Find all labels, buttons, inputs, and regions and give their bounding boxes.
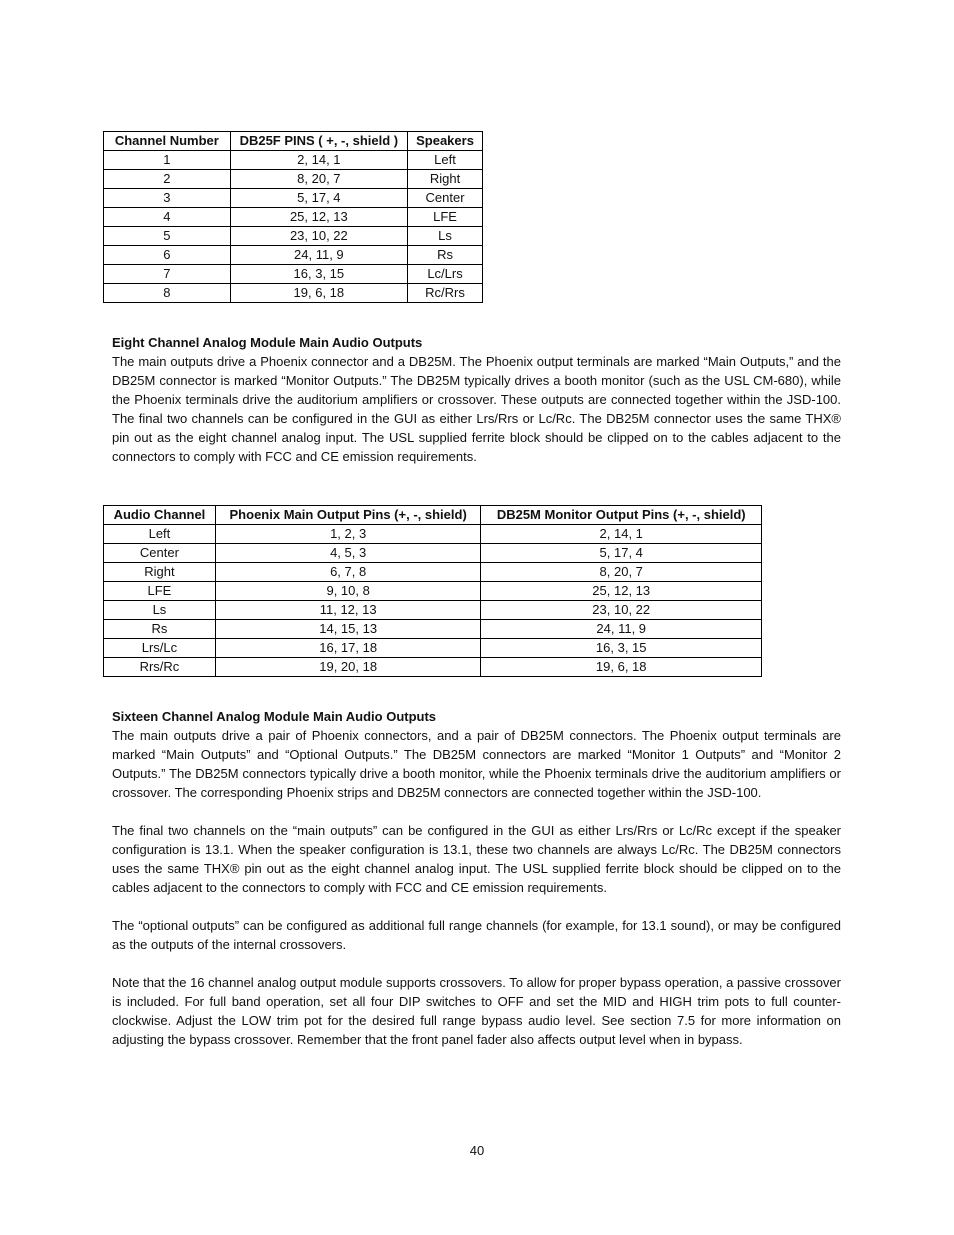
table-cell: 5, 17, 4 bbox=[481, 544, 762, 563]
table-cell: Ls bbox=[408, 227, 483, 246]
table-header-row bbox=[104, 506, 762, 525]
table-cell: 5, 17, 4 bbox=[230, 189, 407, 208]
column-header: DB25F PINS ( +, -, shield ) bbox=[230, 132, 407, 151]
table-row bbox=[104, 601, 762, 620]
table-cell: 5 bbox=[104, 227, 231, 246]
channel-pin-table bbox=[103, 131, 483, 303]
table-cell: 2, 14, 1 bbox=[481, 525, 762, 544]
table-cell: 4, 5, 3 bbox=[215, 544, 481, 563]
table-cell: 16, 3, 15 bbox=[481, 639, 762, 658]
table-cell: 9, 10, 8 bbox=[215, 582, 481, 601]
table-cell: 19, 6, 18 bbox=[481, 658, 762, 677]
table-row bbox=[104, 265, 483, 284]
table-row bbox=[104, 208, 483, 227]
sixteen-channel-section bbox=[112, 707, 841, 1049]
table-cell: 23, 10, 22 bbox=[230, 227, 407, 246]
table-row bbox=[104, 151, 483, 170]
table-cell: Lrs/Lc bbox=[104, 639, 216, 658]
table-cell: 23, 10, 22 bbox=[481, 601, 762, 620]
table-cell: 1, 2, 3 bbox=[215, 525, 481, 544]
table-row bbox=[104, 658, 762, 677]
eight-channel-section bbox=[112, 333, 841, 466]
table-cell: 25, 12, 13 bbox=[481, 582, 762, 601]
table-cell: 6, 7, 8 bbox=[215, 563, 481, 582]
table-cell: 8 bbox=[104, 284, 231, 303]
table-row bbox=[104, 227, 483, 246]
paragraph: The final two channels on the “main outputs” can be configured in the GUI as either Lrs/Rrs or Lc/Rc except if the speaker configuration is 13.1. When the speaker configuration is 13.1, these two channels are always Lc/Rc. The DB25M connectors uses the same THX® pin out as the eight channel analog input. The USL supplied ferrite block should be clipped on to the cables adjacent to the connectors to comply with FCC and CE emission requirements. bbox=[112, 823, 841, 895]
table-cell: Rs bbox=[408, 246, 483, 265]
table-cell: Right bbox=[408, 170, 483, 189]
table-cell: 19, 20, 18 bbox=[215, 658, 481, 677]
table-cell: Center bbox=[408, 189, 483, 208]
table-cell: 24, 11, 9 bbox=[481, 620, 762, 639]
table-cell: LFE bbox=[408, 208, 483, 227]
paragraph: Note that the 16 channel analog output module supports crossovers. To allow for proper bypass operation, a passive crossover is included. For full band operation, set all four DIP switches to OFF and set the MID and HIGH trim pots to full counter-clockwise. Adjust the LOW trim pot for the desired full range bypass audio level. See section 7.5 for more information on adjusting the bypass crossover. Remember that the front panel fader also affects output level when in bypass. bbox=[112, 975, 841, 1047]
table-cell: 8, 20, 7 bbox=[230, 170, 407, 189]
table-cell: 1 bbox=[104, 151, 231, 170]
table-cell: LFE bbox=[104, 582, 216, 601]
table-cell: Center bbox=[104, 544, 216, 563]
table-cell: Right bbox=[104, 563, 216, 582]
table-cell: 14, 15, 13 bbox=[215, 620, 481, 639]
table-row bbox=[104, 189, 483, 208]
table-cell: 8, 20, 7 bbox=[481, 563, 762, 582]
table-row bbox=[104, 639, 762, 658]
table-row bbox=[104, 284, 483, 303]
column-header: Speakers bbox=[408, 132, 483, 151]
table-cell: 6 bbox=[104, 246, 231, 265]
table-row bbox=[104, 525, 762, 544]
table-cell: 4 bbox=[104, 208, 231, 227]
column-header: Phoenix Main Output Pins (+, -, shield) bbox=[215, 506, 481, 525]
table-cell: 2, 14, 1 bbox=[230, 151, 407, 170]
table-cell: 2 bbox=[104, 170, 231, 189]
column-header: DB25M Monitor Output Pins (+, -, shield) bbox=[481, 506, 762, 525]
column-header: Audio Channel bbox=[104, 506, 216, 525]
section-heading: Eight Channel Analog Module Main Audio Outputs bbox=[112, 335, 423, 350]
audio-output-pin-table bbox=[103, 505, 762, 677]
table-cell: 7 bbox=[104, 265, 231, 284]
table-cell: 16, 3, 15 bbox=[230, 265, 407, 284]
table-cell: 3 bbox=[104, 189, 231, 208]
table-row bbox=[104, 544, 762, 563]
table-cell: 25, 12, 13 bbox=[230, 208, 407, 227]
table-cell: Rrs/Rc bbox=[104, 658, 216, 677]
table-cell: 19, 6, 18 bbox=[230, 284, 407, 303]
table-row bbox=[104, 582, 762, 601]
table-header-row bbox=[104, 132, 483, 151]
table-cell: 11, 12, 13 bbox=[215, 601, 481, 620]
table-cell: 24, 11, 9 bbox=[230, 246, 407, 265]
page-number: 40 bbox=[469, 1143, 485, 1158]
table-cell: Left bbox=[408, 151, 483, 170]
section-heading: Sixteen Channel Analog Module Main Audio Outputs bbox=[112, 709, 437, 724]
table-cell: Lc/Lrs bbox=[408, 265, 483, 284]
table-row bbox=[104, 563, 762, 582]
table-cell: Rs bbox=[104, 620, 216, 639]
paragraph: The main outputs drive a pair of Phoenix connectors, and a pair of DB25M connectors. The Phoenix output terminals are marked “Main Outputs” and “Optional Outputs.” The DB25M connectors are marked “Monitor 1 Outputs” and “Monitor 2 Outputs.” The DB25M connectors typically drive a booth monitor, while the Phoenix terminals drive the auditorium amplifiers or crossover. The corresponding Phoenix strips and DB25M connectors are connected together within the JSD-100. bbox=[112, 728, 841, 800]
table-row bbox=[104, 620, 762, 639]
table-cell: Left bbox=[104, 525, 216, 544]
table-row bbox=[104, 170, 483, 189]
table-cell: Rc/Rrs bbox=[408, 284, 483, 303]
table-cell: Ls bbox=[104, 601, 216, 620]
table-cell: 16, 17, 18 bbox=[215, 639, 481, 658]
table-row bbox=[104, 246, 483, 265]
column-header: Channel Number bbox=[104, 132, 231, 151]
paragraph: The main outputs drive a Phoenix connector and a DB25M. The Phoenix output terminals are marked “Main Outputs,” and the DB25M connector is marked “Monitor Outputs.” The DB25M typically drives a booth monitor (such as the USL CM-680), while the Phoenix terminals drive the auditorium amplifiers or crossover. These outputs are connected together within the JSD-100. The final two channels can be configured in the GUI as either Lrs/Rrs or Lc/Rc. The DB25M connector uses the same THX® pin out as the eight channel analog input. The USL supplied ferrite block should be clipped on to the cables adjacent to the connectors to comply with FCC and CE emission requirements. bbox=[112, 354, 841, 464]
paragraph: The “optional outputs” can be configured as additional full range channels (for example, for 13.1 sound), or may be configured as the outputs of the internal crossovers. bbox=[112, 918, 841, 952]
